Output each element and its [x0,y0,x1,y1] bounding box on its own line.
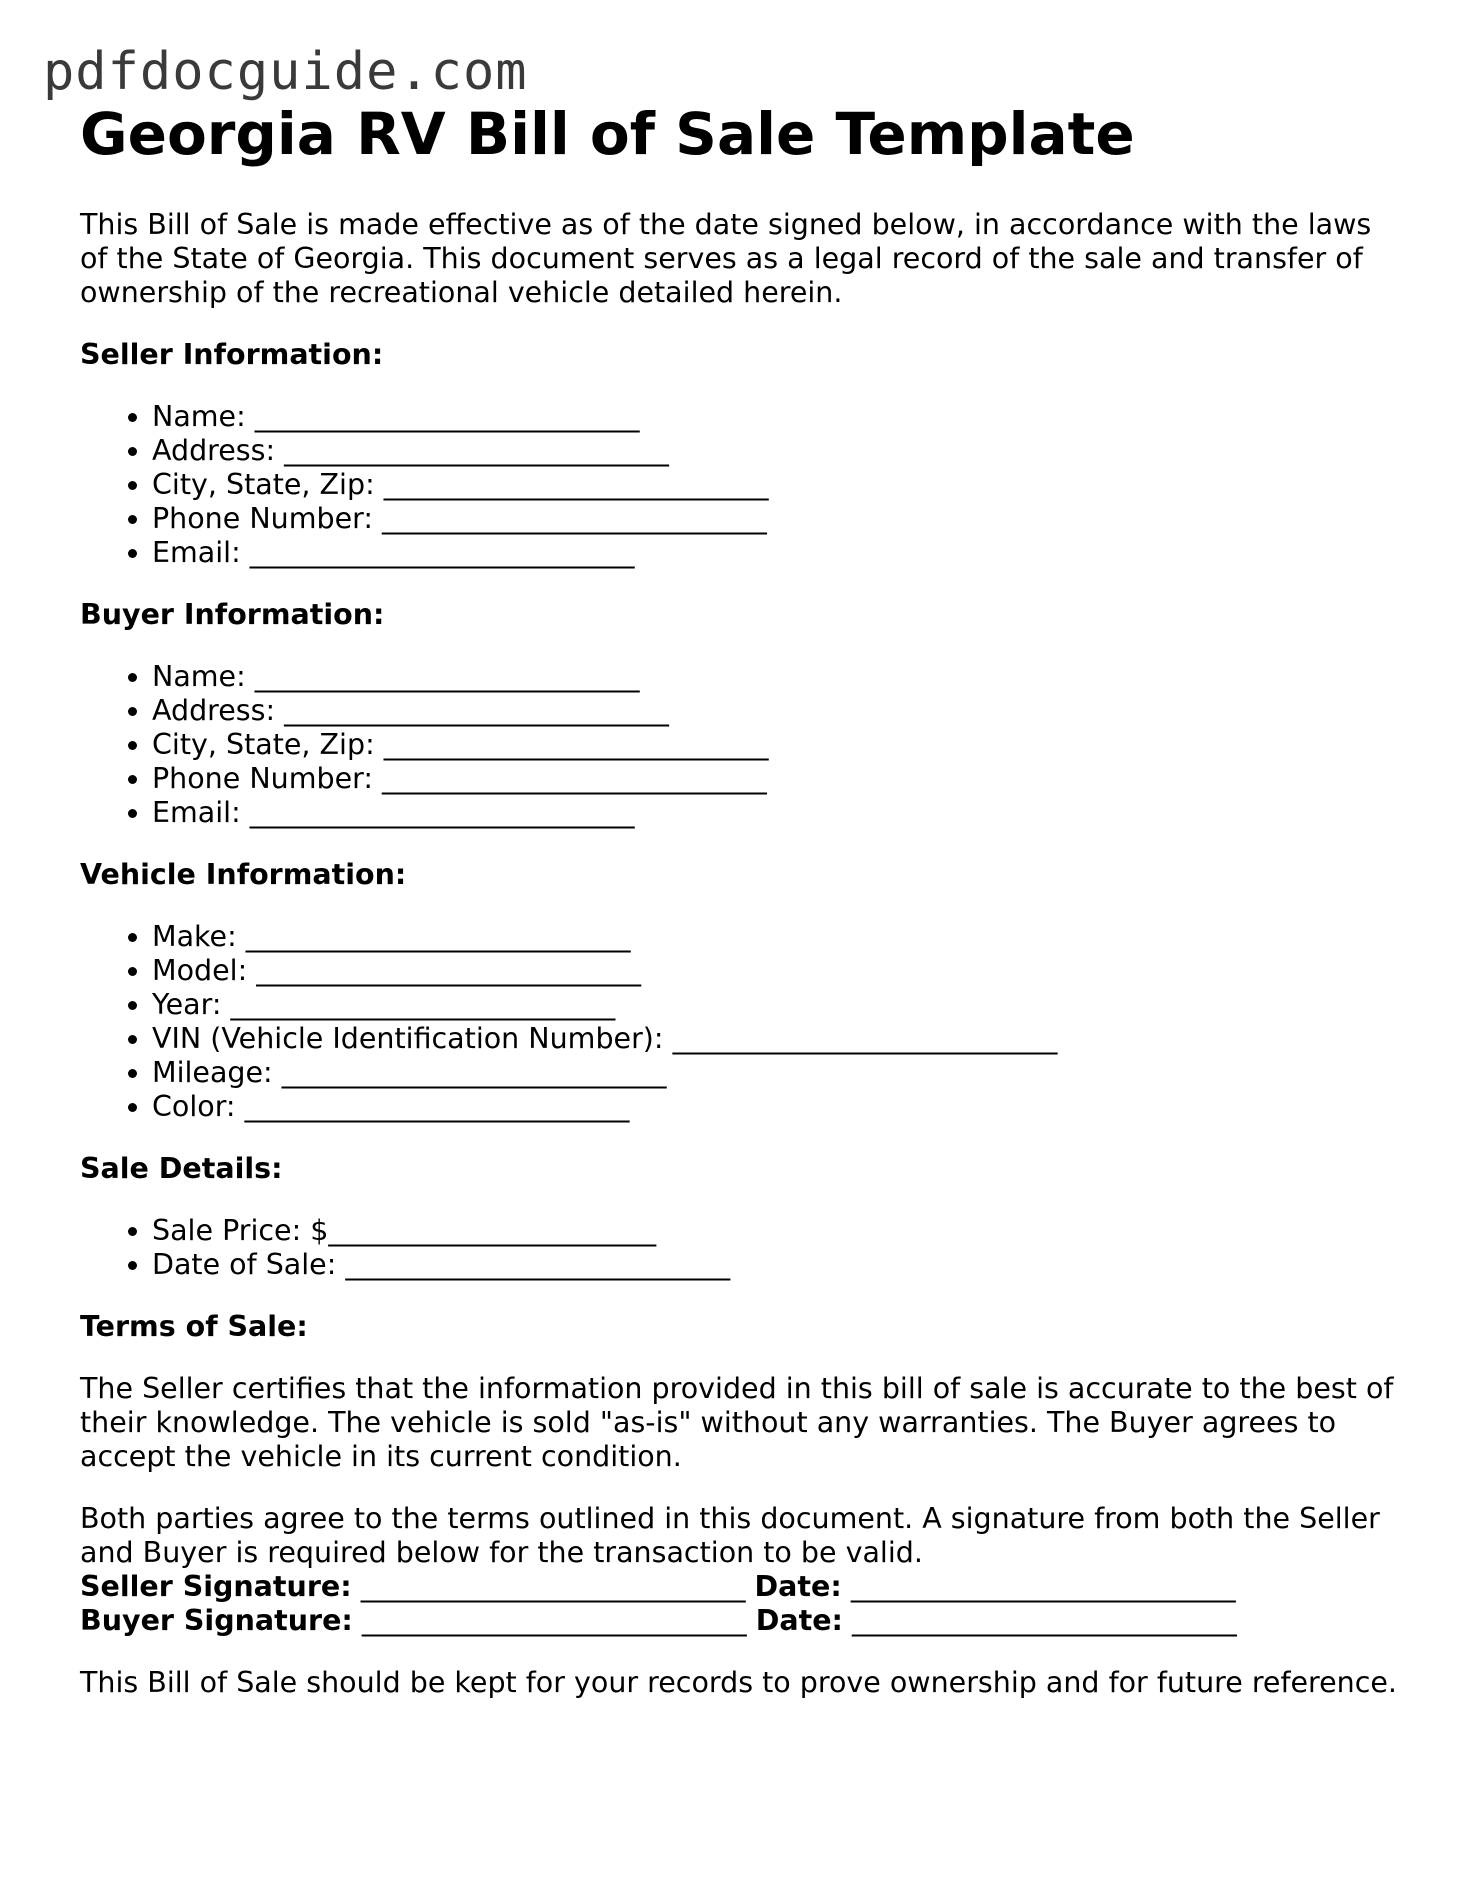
sale-list [80,1214,1400,1282]
vehicle-make-field: • Make: ___________________________ [152,920,1400,954]
vehicle-mileage-field: • Mileage: ___________________________ [152,1056,1400,1090]
buyer-name-field: • Name: ___________________________ [152,660,1400,694]
seller-signature-row [80,1570,1400,1604]
seller-signature-line: ___________________________ [360,1569,746,1603]
sale-price-field: • Sale Price: $_______________________ [152,1214,1400,1248]
buyer-list [80,660,1400,830]
buyer-address-field: • Address: ___________________________ [152,694,1400,728]
buyer-email-field: • Email: ___________________________ [152,796,1400,830]
seller-name-field: • Name: ___________________________ [152,400,1400,434]
document-title: Georgia RV Bill of Sale Template [80,100,1135,168]
vehicle-model-field: • Model: ___________________________ [152,954,1400,988]
buyer-signature-row [80,1604,1400,1638]
seller-signature-label: Seller Signature: [80,1569,352,1603]
terms-heading: Terms of Sale: [80,1309,308,1343]
terms-paragraph-1: The Seller certifies that the information provided in this bill of sale is accurate to the best of their knowledge. The vehicle is sold "as-is" without any warranties. The Buyer agrees to accept the vehicle in its current condition. [80,1371,1394,1473]
seller-date-line: ___________________________ [850,1569,1236,1603]
intro-paragraph: This Bill of Sale is made effective as of the date signed below, in accordance with the laws of the State of Georgia. This document serves as a legal record of the sale and transfer of ownership of the recreational vehicle detailed herein. [80,207,1372,309]
vehicle-vin-field: • VIN (Vehicle Identification Number): ___________________________ [152,1022,1400,1056]
document-page [80,100,1400,1700]
seller-list [80,400,1400,570]
seller-date-label: Date: [754,1569,842,1603]
buyer-signature-line: ___________________________ [361,1603,747,1637]
terms-paragraph-2: Both parties agree to the terms outlined in this document. A signature from both the Seller and Buyer is required below for the transaction to be valid. [80,1501,1380,1569]
buyer-date-label: Date: [755,1603,843,1637]
sale-heading: Sale Details: [80,1151,283,1185]
buyer-date-line: ___________________________ [852,1603,1237,1637]
seller-city-state-zip-field: • City, State, Zip: ___________________________ [152,468,1400,502]
buyer-signature-label: Buyer Signature: [80,1603,353,1637]
vehicle-heading: Vehicle Information: [80,857,407,891]
seller-phone-field: • Phone Number: ___________________________ [152,502,1400,536]
seller-heading: Seller Information: [80,337,384,371]
buyer-phone-field: • Phone Number: ___________________________ [152,762,1400,796]
seller-email-field: • Email: ___________________________ [152,536,1400,570]
footer-note: This Bill of Sale should be kept for your records to prove ownership and for future reference. [80,1665,1397,1699]
vehicle-color-field: • Color: ___________________________ [152,1090,1400,1124]
seller-address-field: • Address: ___________________________ [152,434,1400,468]
buyer-city-state-zip-field: • City, State, Zip: ___________________________ [152,728,1400,762]
vehicle-list [80,920,1400,1124]
buyer-heading: Buyer Information: [80,597,385,631]
vehicle-year-field: • Year: ___________________________ [152,988,1400,1022]
watermark: pdfdocguide.com [43,42,528,102]
sale-date-field: • Date of Sale: ___________________________ [152,1248,1400,1282]
